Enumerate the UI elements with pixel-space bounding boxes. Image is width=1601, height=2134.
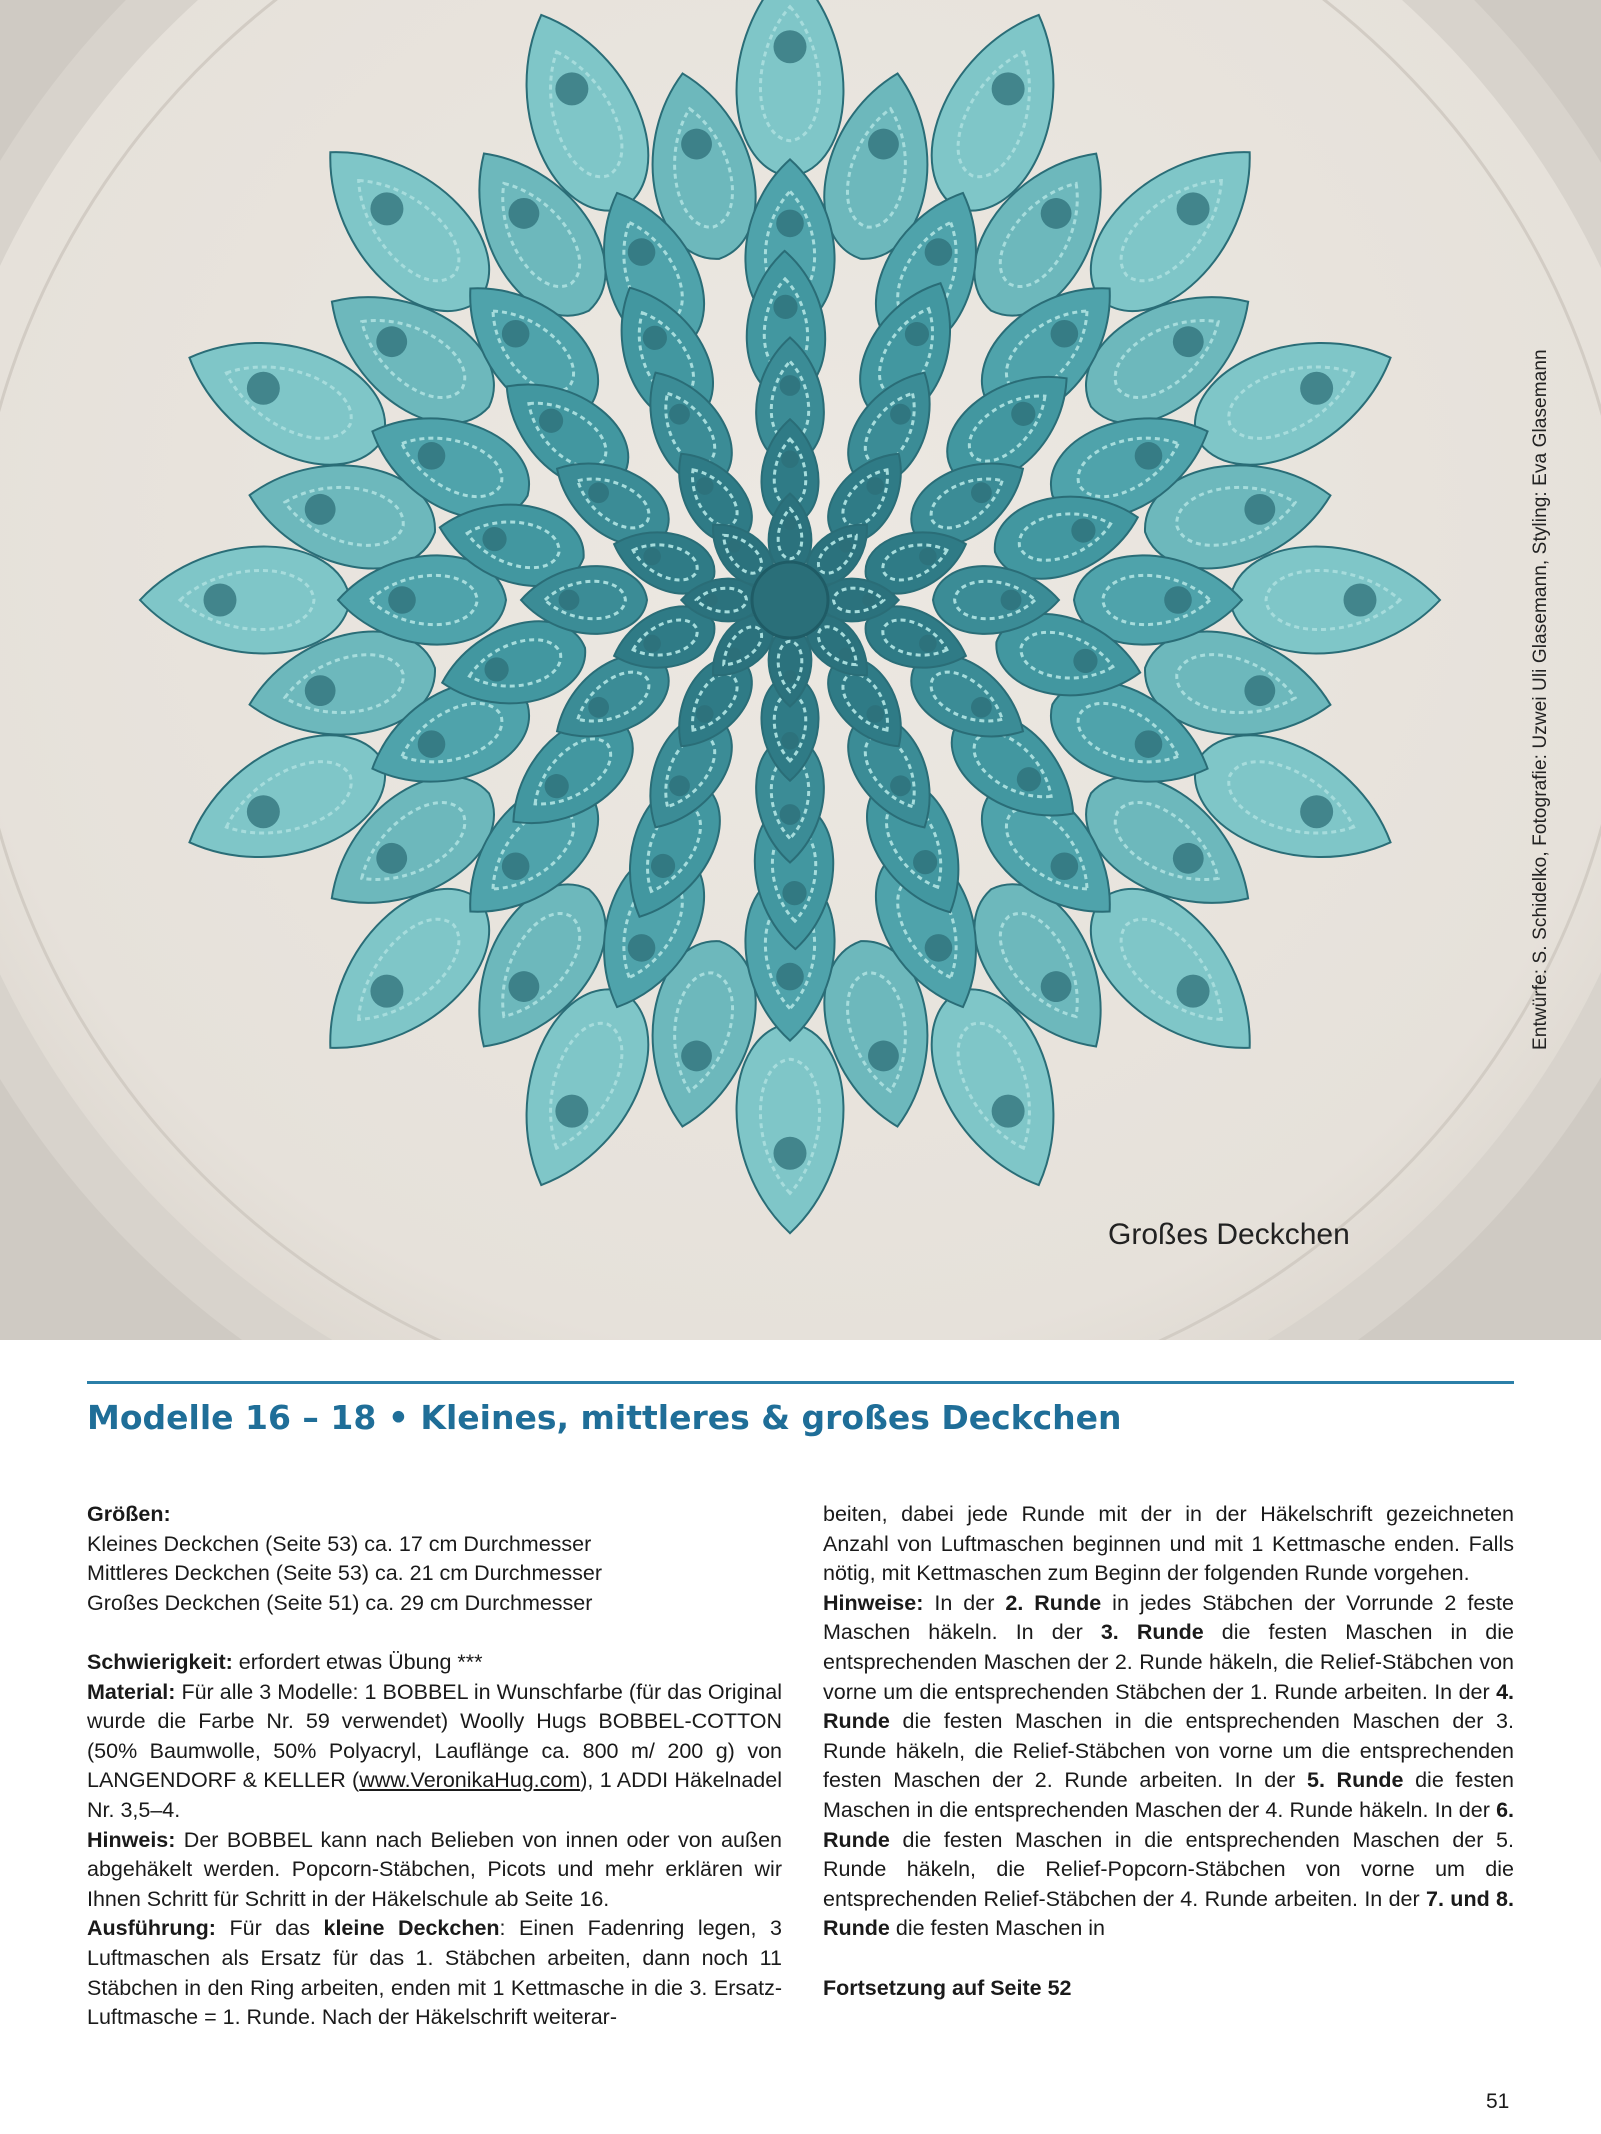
sizes-heading <box>87 1500 782 1530</box>
round-6: 6. Runde <box>823 1797 1514 1852</box>
page-title: Modelle 16 – 18 • Kleines, mittleres & großes Deckchen <box>87 1398 1122 1437</box>
execution <box>87 1914 782 2032</box>
continuation-label: Fortsetzung auf Seite 52 <box>823 1975 1072 2000</box>
note-text: Der BOBBEL kann nach Belieben von innen oder von außen abgehäkelt werden. Popcorn-Stäbchen, Picots und mehr erklären wir Ihnen Schritt für Schritt in der Häkelschule ab Seite 16. <box>87 1827 782 1911</box>
size-large: Großes Deckchen (Seite 51) ca. 29 cm Durchmesser <box>87 1590 593 1615</box>
doily-center <box>752 562 828 638</box>
heading-rule <box>87 1381 1514 1384</box>
instructions-right-column <box>823 1500 1514 2003</box>
note <box>87 1826 782 1915</box>
material-label: Material: <box>87 1679 176 1704</box>
size-small: Kleines Deckchen (Seite 53) ca. 17 cm Durchmesser <box>87 1531 592 1556</box>
size-medium: Mittleres Deckchen (Seite 53) ca. 21 cm Durchmesser <box>87 1561 602 1586</box>
material-text-end: ), 1 ADDI Häkelnadel Nr. 3,5–4. <box>87 1768 782 1822</box>
hints-text: die festen Maschen in <box>889 1916 1106 1941</box>
difficulty-text: erfordert etwas Übung *** <box>232 1649 483 1674</box>
doily-petal <box>737 0 844 177</box>
crochet-doily <box>140 0 1440 1233</box>
round-2: 2. Runde <box>1005 1590 1102 1615</box>
execution-text-cont: : Einen Fadenring legen, 3 Luftmaschen als Ersatz für das 1. Stäbchen arbeiten, dann noch 11 Stäbchen in den Ring arbeiten, enden mit 1 Kettmasche in die 3. Ersatz-Luftmasche = 1. Runde. Nach der Häkelschrift weiterar- <box>87 1916 782 2030</box>
hints-text: In der <box>923 1590 1006 1615</box>
execution-label: Ausführung: <box>87 1916 216 1941</box>
continuation-note <box>823 1974 1514 2004</box>
round-4: 4. Runde <box>823 1679 1514 1734</box>
execution-bold: kleine Deckchen <box>323 1916 500 1941</box>
page-number: 51 <box>1486 2090 1510 2113</box>
photo-caption: Großes Deckchen <box>1108 1218 1350 1251</box>
note-label: Hinweis: <box>87 1827 176 1852</box>
execution-text: Für das <box>215 1916 324 1941</box>
round-7-8: 7. und 8. Runde <box>823 1886 1514 1941</box>
material-text: Für alle 3 Modelle: 1 BOBBEL in Wunschfarbe (für das Original wurde die Farbe Nr. 59 verwendet) Woolly Hugs BOBBEL-COTTON (50% Baumwolle, 50% Polyacryl, Lauflänge ca. 800 m/ 200 g) von LANGENDORF & KELLER ( <box>87 1679 782 1793</box>
hints <box>823 1589 1514 1944</box>
hints-text: die festen Maschen in die entsprechenden Maschen der 5. Runde häkeln, die Relief-Popcorn-Stäbchen von vorne um die entsprechenden Relief-Stäbchen der 4. Runde arbeiten. In der <box>823 1827 1514 1911</box>
instructions-left-column <box>87 1500 782 2033</box>
round-3: 3. Runde <box>1100 1620 1204 1645</box>
difficulty <box>87 1648 782 1678</box>
hints-text: die festen Maschen in die entsprechenden Maschen der 2. Runde häkeln, die Relief-Stäbchen von vorne um die entsprechenden Stäbchen der 1. Runde arbeiten. In der <box>823 1620 1514 1704</box>
difficulty-label: Schwierigkeit: <box>87 1649 233 1674</box>
hints-text: die festen Maschen in die entsprechenden Maschen der 3. Runde häkeln, die Relief-Stäbchen von vorne um die entsprechenden festen Maschen der 2. Runde arbeiten. In der <box>823 1709 1514 1793</box>
hints-text: die festen Maschen in die entsprechenden Maschen der 4. Runde häkeln. In der <box>823 1768 1514 1822</box>
hints-text: in jedes Stäbchen der Vorrunde 2 feste Maschen häkeln. In der <box>823 1590 1514 1645</box>
round-5: 5. Runde <box>1306 1768 1404 1793</box>
website-link[interactable]: www.VeronikaHug.com <box>359 1768 581 1793</box>
hints-label: Hinweise: <box>823 1590 924 1615</box>
photo-credit: Entwürfe: S. Schidelko, Fotografie: Uzwei Uli Glasemann, Styling: Eva Glasemann <box>1530 349 1551 1050</box>
sizes-label: Größen: <box>87 1502 171 1526</box>
material <box>87 1678 782 1826</box>
continued-paragraph: beiten, dabei jede Runde mit der in der Häkelschrift gezeichneten Anzahl von Luftmaschen beginnen und mit 1 Kettmasche enden. Falls nötig, mit Kettmaschen zum Beginn der folgenden Runde vorgehen. <box>823 1502 1514 1586</box>
